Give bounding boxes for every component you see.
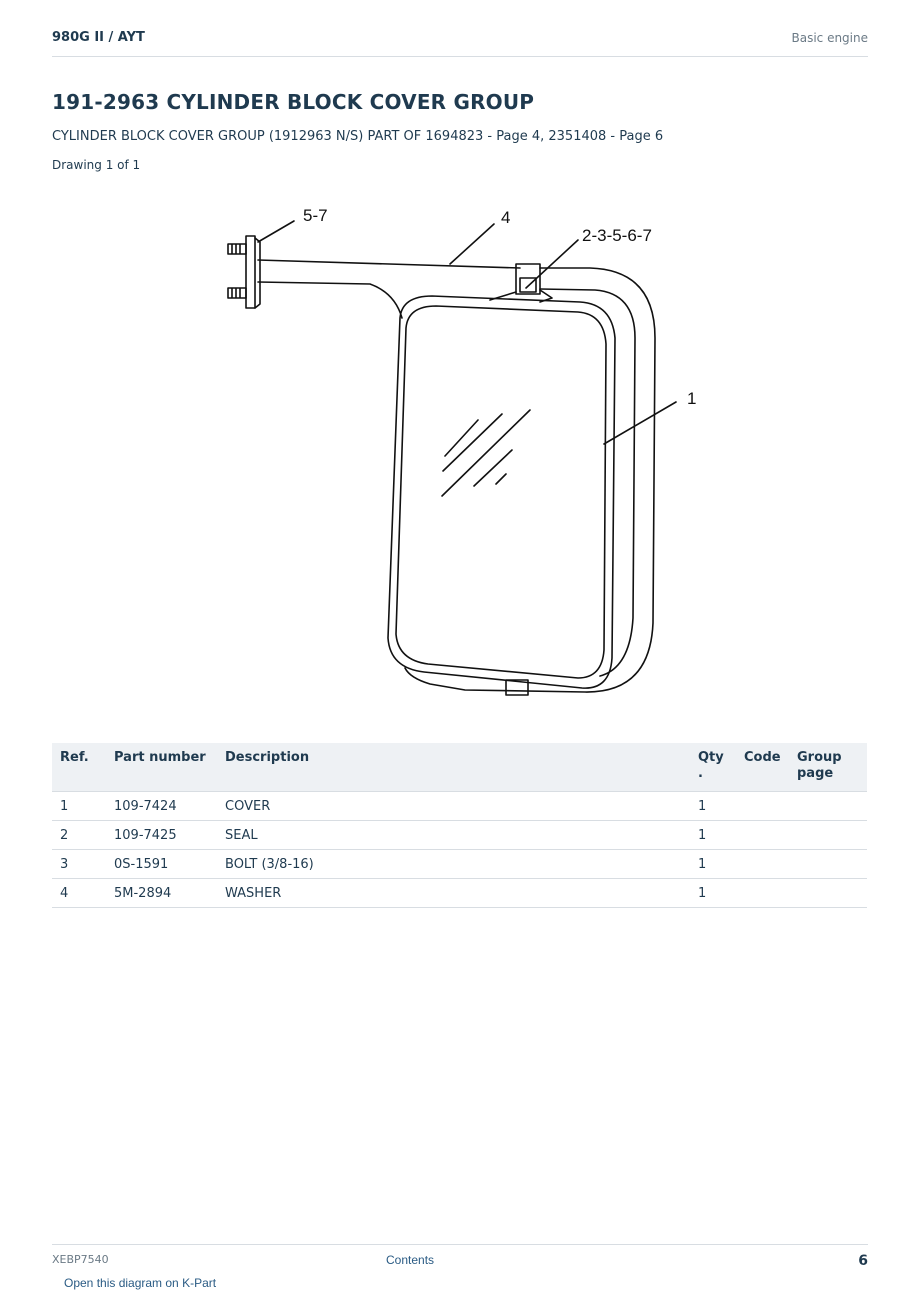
mirror-back (388, 296, 615, 688)
cell-code (736, 879, 789, 908)
page-number: 6 (858, 1253, 868, 1269)
cell-ref: 2 (52, 821, 106, 850)
lower-stud (228, 288, 246, 298)
leader-4 (450, 224, 494, 264)
page-header (52, 28, 868, 57)
callout-1: 1 (687, 389, 697, 408)
kpart-link[interactable]: Open this diagram on K-Part (64, 1276, 217, 1290)
table-row (52, 850, 867, 879)
cell-group-page (789, 879, 867, 908)
header-code: Code (736, 743, 789, 792)
leader-5-7 (258, 221, 294, 242)
mounting-plate (246, 236, 255, 308)
frame-loop (405, 268, 655, 692)
frame-loop-inner (540, 289, 635, 676)
cell-ref: 1 (52, 792, 106, 821)
cell-group-page (789, 792, 867, 821)
callout-5-7: 5-7 (303, 206, 328, 225)
cell-group-page (789, 821, 867, 850)
header-description: Description (217, 743, 690, 792)
callout-2-3-5-6-7: 2-3-5-6-7 (582, 226, 652, 245)
cell-qty: 1 (690, 821, 736, 850)
cell-code (736, 792, 789, 821)
section-label: Basic engine (791, 31, 868, 45)
support-arm (258, 260, 520, 318)
cell-description: COVER (217, 792, 690, 821)
cell-group-page (789, 850, 867, 879)
table-row (52, 821, 867, 850)
cell-part-number: 109-7424 (106, 792, 217, 821)
contents-link[interactable]: Contents (386, 1253, 435, 1267)
page-title: 191-2963 CYLINDER BLOCK COVER GROUP (52, 90, 535, 114)
cell-part-number: 5M-2894 (106, 879, 217, 908)
cell-part-number: 0S-1591 (106, 850, 217, 879)
table-row (52, 792, 867, 821)
header-group-page: Group page (789, 743, 867, 792)
cell-ref: 4 (52, 879, 106, 908)
page-subtitle: CYLINDER BLOCK COVER GROUP (1912963 N/S) PART OF 1694823 - Page 4, 2351408 - Page 6 (52, 129, 664, 144)
cell-description: SEAL (217, 821, 690, 850)
document-id: XEBP7540 (52, 1253, 109, 1266)
parts-table (52, 743, 867, 908)
cell-qty: 1 (690, 850, 736, 879)
header-ref: Ref. (52, 743, 106, 792)
cell-qty: 1 (690, 879, 736, 908)
cell-qty: 1 (690, 792, 736, 821)
table-header-row (52, 743, 867, 792)
header-part-number: Part number (106, 743, 217, 792)
mirror-glass (396, 306, 606, 678)
model-label: 980G II / AYT (52, 30, 145, 45)
page-footer (52, 1244, 868, 1273)
drawing-label: Drawing 1 of 1 (52, 158, 141, 172)
cell-ref: 3 (52, 850, 106, 879)
glare-lines (442, 410, 530, 496)
table-row (52, 879, 867, 908)
cell-part-number: 109-7425 (106, 821, 217, 850)
parts-diagram (210, 198, 697, 703)
cell-description: WASHER (217, 879, 690, 908)
cell-code (736, 850, 789, 879)
upper-stud (228, 244, 246, 254)
callout-4: 4 (501, 208, 511, 227)
header-qty: Qty . (690, 743, 736, 792)
cell-description: BOLT (3/8-16) (217, 850, 690, 879)
cell-code (736, 821, 789, 850)
